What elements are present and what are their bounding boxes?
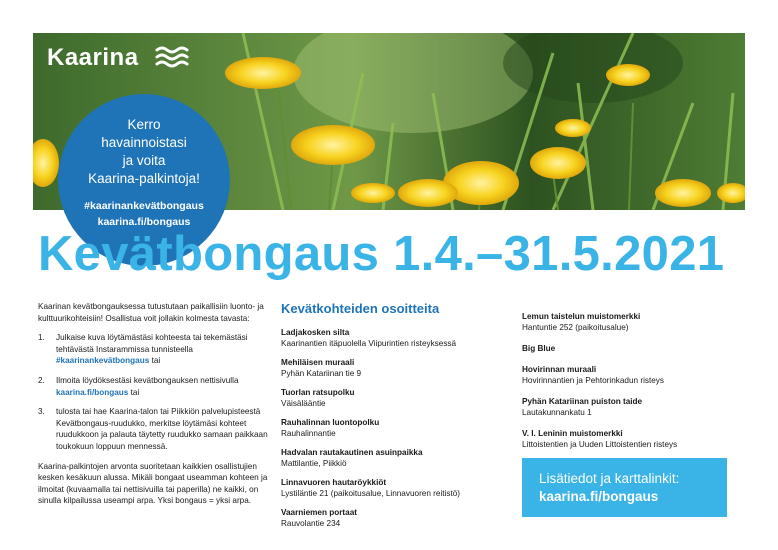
location-item — [281, 387, 513, 409]
step-text: Julkaise kuva löytämästäsi kohteesta tai tekemästäsi tehtävästä Instarammissa tunnisteella — [56, 333, 248, 354]
kaarina-logo: Kaarina — [47, 44, 139, 71]
location-name: Lemun taistelun muistomerkki — [522, 312, 641, 321]
location-item — [522, 311, 752, 333]
badge-url[interactable]: kaarina.fi/bongaus — [97, 216, 191, 228]
location-item — [281, 327, 513, 349]
location-name: V. I. Leninin muistomerkki — [522, 429, 623, 438]
step-text: Ilmoita löydöksestäsi kevätbongauksen nettisivulla — [56, 375, 239, 385]
location-name: Tuorlan ratsupolku — [281, 388, 355, 397]
badge-line-2: havainnoistasi — [101, 135, 187, 150]
info-label: Lisätiedot ja karttalinkit: — [539, 471, 680, 486]
location-name: Hovirinnan muraali — [522, 365, 597, 374]
location-address: Rauhalinnantie — [281, 429, 336, 438]
location-address: Väisälääntie — [281, 399, 326, 408]
location-name: Linnavuoren hautaröykkiöt — [281, 478, 387, 487]
info-box[interactable] — [522, 458, 727, 517]
location-name: Hadvalan rautakautinen asuinpaikka — [281, 448, 423, 457]
step-after: tai — [149, 356, 161, 366]
locations-title: Kevätkohteiden osoitteita — [281, 301, 440, 316]
location-name: Ladjakosken silta — [281, 328, 350, 337]
location-item — [281, 417, 513, 439]
location-name: Vaarniemen portaat — [281, 508, 357, 517]
location-address: Pyhän Katariinan tie 9 — [281, 369, 362, 378]
step-item — [38, 332, 276, 367]
lottery-text: Kaarina-palkintojen arvonta suoritetaan kaikkien osallistujien kesken kesäkuun alussa. Mikäli bongaat useamman kohteen ja ilmoitat (kuvaamalla tai nettisivuilla tai paperilla) ne kaikki, on sinulla kilpailussa useampi arpa. Yksi bongaus = yksi arpa. — [38, 461, 268, 506]
location-address: Lautakunnankatu 1 — [522, 408, 592, 417]
location-item — [522, 343, 752, 354]
intro-column — [38, 301, 276, 515]
step-text: tulosta tai hae Kaarina-talon tai Piikkiön palvelupisteestä Kevätbongaus-ruudukko, merkitse löytämäsi kohteet ruudukkoon ja palauta täytetty ruudukko samaan paikkaan toukokuun loppuun mennessä. — [56, 407, 268, 451]
badge-line-4: Kaarina-palkintoja! — [88, 171, 200, 186]
location-address: Kaarinantien itäpuolella Viipurintien risteyksessä — [281, 339, 457, 348]
location-name: Rauhalinnan luontopolku — [281, 418, 380, 427]
location-address: Rauvolantie 234 — [281, 519, 341, 528]
location-address: Hantuntie 252 (paikoitusalue) — [522, 323, 629, 332]
location-address: Hovirinnantien ja Pehtorinkadun risteys — [522, 376, 664, 385]
location-item — [522, 396, 752, 418]
intro-text: Kaarinan kevätbongauksessa tutustutaan paikallisiin luonto- ja kulttuurikohteisiin! Osallistua voit jollakin kolmesta tavasta: — [38, 302, 264, 323]
participation-steps — [38, 332, 276, 452]
location-address: Littoistentien ja Uuden Littoistentien risteys — [522, 440, 678, 449]
location-address: Mattilantie, Piikkiö — [281, 459, 347, 468]
step-number: 1. — [38, 333, 45, 343]
step-number: 2. — [38, 375, 45, 385]
step-item — [38, 406, 276, 452]
location-item — [281, 447, 513, 469]
page-title: Kevätbongaus 1.4.–31.5.2021 — [38, 227, 725, 281]
step-item — [38, 375, 276, 398]
location-name: Mehiläisen muraali — [281, 358, 355, 367]
location-item — [281, 357, 513, 379]
location-name: Big Blue — [522, 344, 556, 353]
info-link[interactable]: kaarina.fi/bongaus — [539, 489, 659, 504]
badge-hashtag[interactable]: #kaarinankevätbongaus — [84, 200, 204, 212]
waves-icon — [155, 46, 189, 68]
badge-line-1: Kerro — [127, 117, 161, 132]
location-item — [281, 507, 513, 529]
location-item — [522, 428, 752, 450]
location-name: Pyhän Katariinan puiston taide — [522, 397, 643, 406]
locations-column-1 — [281, 301, 513, 537]
location-item — [522, 364, 752, 386]
hashtag-link[interactable]: #kaarinankevätbongaus — [56, 356, 150, 366]
badge-line-3: ja voita — [122, 153, 166, 168]
location-address: Lystiläntie 21 (paikoitusalue, Linnavuoren reitistö) — [281, 489, 461, 498]
step-after: tai — [128, 387, 140, 397]
location-item — [281, 477, 513, 499]
step-number: 3. — [38, 407, 45, 417]
locations-column-2 — [522, 311, 752, 460]
website-link[interactable]: kaarina.fi/bongaus — [56, 387, 129, 397]
